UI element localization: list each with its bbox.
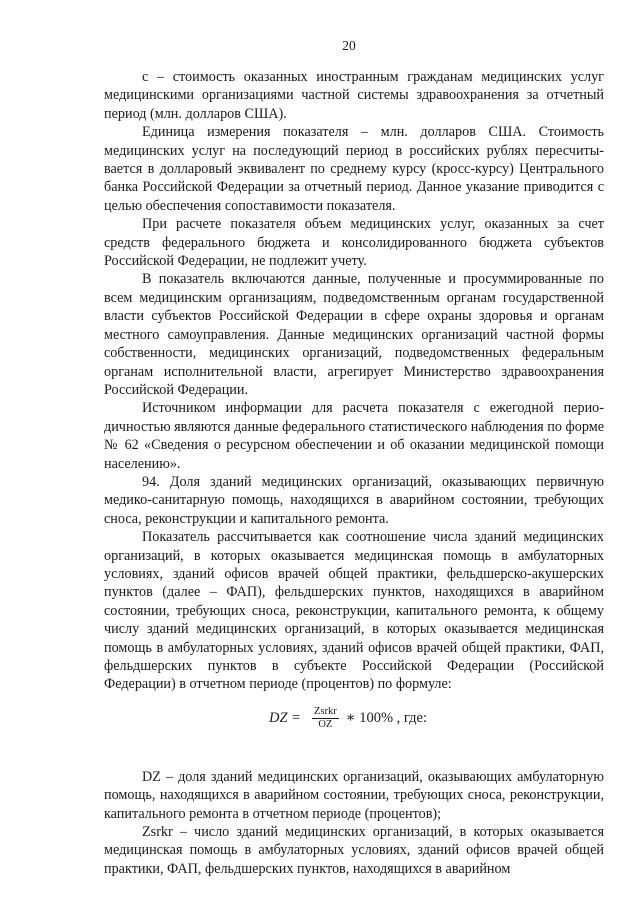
formula-numerator: Zsrkr (313, 706, 337, 718)
formula-fraction (312, 706, 339, 731)
page-number: 20 (342, 38, 356, 53)
spacer (104, 746, 604, 768)
definition-dz: DZ – доля зданий медицинских организаций, оказывающих амбулаторную помощь, находящихся в аварийном состоянии, требующих сноса, реконструкции, капитального ремонта в отчетном периоде (процентов); (104, 768, 604, 822)
paragraph: Показатель рассчитывается как соотношение числа зданий медицинских организаций, в которых оказывается медицинская помощь в амбулаторных условиях, зданий офисов врачей общей практики, фельдшерско-акушерских пунктов (далее – ФАП), фельдшерских пунктов, находящихся в аварийном состоянии, требующих сноса, реконструкции, капитального ремонта, к общему числу зданий медицинских организаций, в которых оказывается медицинская помощь в амбулаторных условиях, зданий офисов врачей общей практики, ФАП, фельдшерских пунктов в субъекте Российской Федерации (Российской Федерации) в отчетном периоде (процентов) по формуле: (104, 529, 604, 693)
paragraph: В показатель включаются данные, полученные и просуммированные по всем медицинским организациям, подведомственным органам государственной власти субъектов Российской Федерации в сфере охраны здоровья и органам местного самоуправления. Данные медицинских организаций частной формы собственности, медицинских организаций, подведомственных федеральным органам исполнительной власти, агрегирует Министерство здравоохранения Российской Федерации. (104, 271, 604, 398)
formula-denominator: OZ (318, 719, 333, 731)
definition-zsrkr: Zsrkr – число зданий медицинских организаций, в которых оказывается медицинская помощь в амбулаторных условиях, зданий офисов врачей общей практики, ФАП, фельдшерских пунктов, находящихся в аварийном (104, 824, 604, 877)
paragraph: c – стоимость оказанных иностранным гражданам медицинских услуг медицинскими организациями частной системы здравоохранения за отчетный период (млн. долларов США). (104, 69, 604, 122)
section-heading-94: 94. Доля зданий медицинских организаций, оказывающих первичную медико-санитарную помощь, находящихся в аварийном состоянии, требующих сноса, реконструкции и капитального ремонта. (104, 473, 604, 527)
formula (104, 696, 604, 742)
formula-lhs: DZ = (269, 710, 301, 727)
formula-rhs: ∗ 100% , где: (345, 710, 427, 727)
body-text (104, 68, 604, 878)
paragraph: При расчете показателя объем медицинских услуг, оказанных за счет средств федерального бюджета и консолидированного бюджета субъектов Российской Федерации, не подлежит учету. (104, 216, 604, 270)
paragraph: Источником информации для расчета показателя с ежегодной периодичностью являются данные федерального статистического наблюдения по форме № 62 «Сведения о ресурсном обеспечении и об оказании медицинской помощи населению». (104, 400, 604, 472)
paragraph: Единица измерения показателя – млн. долларов США. Стоимость медицинских услуг на последующий период в российских рублях пересчитывается в долларовый эквивалент по среднему курсу (кросс-курсу) Центрального банка Российской Федерации за отчетный период. Данное указание приводится с целью обеспечения сопоставимости показателя. (104, 124, 604, 214)
